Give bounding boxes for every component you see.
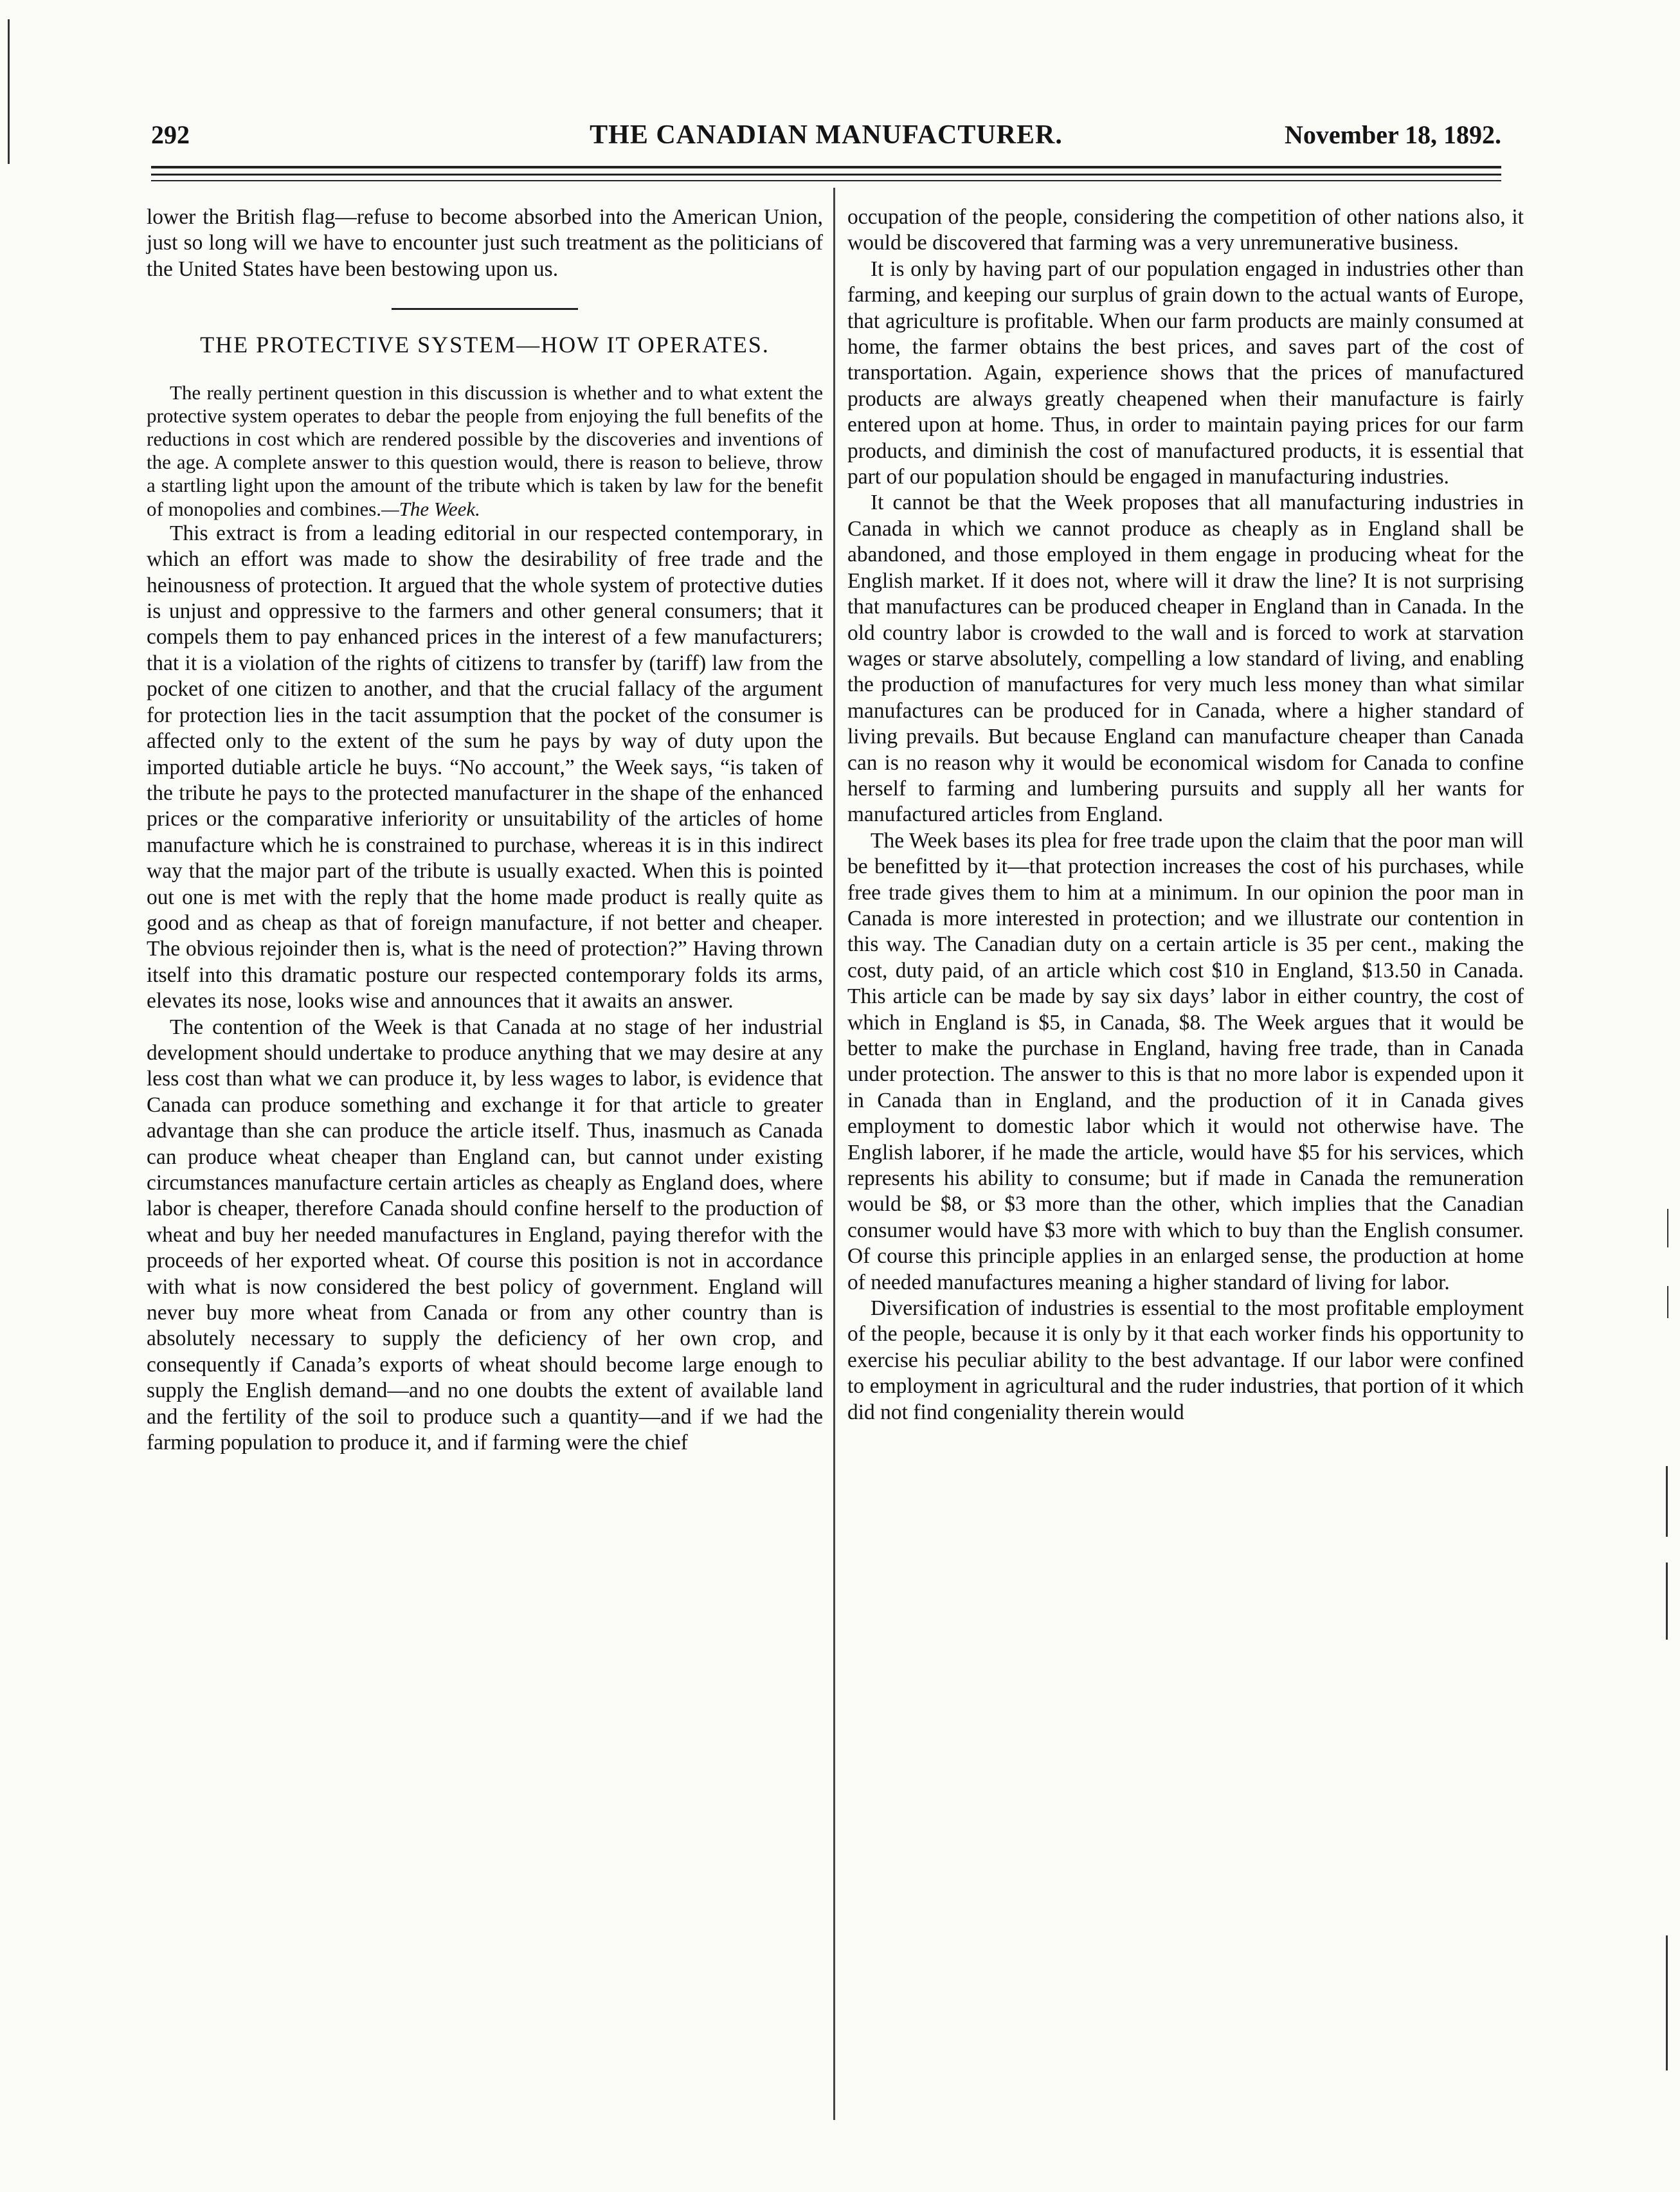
quote-text: The really pertinent question in this discussion is whether and to what extent the protective system operates to debar the people from enjoying the full benefits of the reductions in cost which are rendered possible by the discoveries and inventions of the age. A complete answer to this question would, there is reason to believe, throw a startling light upon the amount of the tribute which is taken by law for the benefit of monopolies and combines.: [147, 381, 823, 520]
article-paragraph: The Week bases its plea for free trade upon the claim that the poor man will be benefitted by it—that protection increases the cost of his purchases, while free trade gives them to him at a minimum. In our opinion the poor man in Canada is more interested in protection; and we illustrate our contention in this way. The Canadian duty on a certain article is 35 per cent., making the cost, duty paid, of an article which cost $10 in England, $13.50 in Canada. This article can be made by say six days’ labor in either country, the cost of which in England is $5, in Canada, $8. The Week argues that it would be better to make the purchase in England, having free trade, than in Canada under protection. The answer to this is that no more labor is expended upon it in Canada than in England, and the production of it in Canada gives employment to domestic labor which it would not otherwise have. The English laborer, if he made the article, would have $5 for his services, which represents his ability to consume; but if made in Canada the remuneration would be $8, or $3 more than the other, which implies that the Canadian consumer would have $3 more with which to buy than the English consumer. Of course this principle applies in an enlarged sense, the production at home of needed manufactures meaning a higher standard of living for labor.: [847, 828, 1524, 1294]
right-column: [847, 204, 1524, 1426]
scan-mark: [1666, 1935, 1668, 2070]
section-divider: [392, 308, 578, 310]
article-paragraph: It cannot be that the Week proposes that all manufacturing industries in Canada in which we cannot produce as cheaply as in England shall be abandoned, and those employed in them engage in producing wheat for the English market. If it does not, where will it draw the line? It is not surprising that manufactures can be produced cheaper in England than in Canada. In the old country labor is crowded to the wall and is forced to work at starvation wages or starve absolutely, compelling a low standard of living, and enabling the production of manufactures for very much less money than what similar manufactures can be produced for in Canada, where a higher standard of living prevails. But because England can manufacture cheaper than Canada can is no reason why it would be economical wisdom for Canada to confine herself to farming and lumbering pursuits and supply all her wants for manufactured articles from England.: [847, 491, 1524, 827]
article-paragraph: The contention of the Week is that Canada at no stage of her industrial development should undertake to produce anything that we may desire at any less cost than what we can produce it, by less wages to labor, is evidence that Canada can produce something and exchange it for that article to greater advantage than she can produce the article itself. Thus, inasmuch as Canada can produce wheat cheaper than England can, but cannot under existing circumstances manufacture certain articles as cheaply as England does, where labor is cheaper, therefore Canada should confine herself to the production of wheat and buy her needed manufactures in England, paying therefor with the proceeds of her exported wheat. Of course this position is not in accordance with what is now considered the best policy of government. England will never buy more wheat from Canada or from any other country than is absolutely necessary to supply the deficiency of her own crop, and consequently if Canada’s exports of wheat should become large enough to supply the English demand—and no one doubts the extent of available land and the fertility of the soil to produce such a quantity—and if we had the farming population to produce it, and if farming were the chief: [147, 1015, 823, 1455]
header-rule-top: [151, 166, 1501, 168]
article-paragraph: This extract is from a leading editorial in our respected contemporary, in which an effort was made to show the desirability of free trade and the heinousness of protection. It argued that the whole system of protective duties is unjust and oppressive to the farmers and other general consumers; that it compels them to pay enhanced prices in the interest of a few manufacturers; that it is a violation of the rights of citizens to transfer by (tariff) law from the pocket of one citizen to another, and that the crucial fallacy of the argument for protection lies in the tacit assumption that the pocket of the consumer is affected only to the extent of the sum he pays by way of duty upon the imported dutiable article he buys. “No account,” the Week says, “is taken of the tribute he pays to the protected manufacturer in the shape of the enhanced prices or the comparative inferiority or unsuitability of the articles of home manufacture which he is constrained to purchase, whereas it is in this indirect way that the major part of the tribute is usually exacted. When this is pointed out one is met with the reply that the home made product is really quite as good and as cheap as that of foreign manufacture, if not better and cheaper. The obvious rejoinder then is, what is the need of protection?” Having thrown itself into this dramatic posture our respected contemporary folds its arms, elevates its nose, looks wise and announces that it awaits an answer.: [147, 521, 823, 1013]
left-column: [147, 204, 823, 1456]
header-rule-middle: [151, 174, 1501, 176]
page-number: 292: [151, 120, 190, 149]
article-paragraph: It is only by having part of our population engaged in industries other than farming, and keeping our surplus of grain down to the actual wants of Europe, that agriculture is profitable. When our farm products are mainly consumed at home, the farmer obtains the best prices, and saves part of the cost of transportation. Again, experience shows that the prices of manufactured products are always greatly cheapened when their manufacture is fairly entered upon at home. Thus, in order to maintain paying prices for our farm products, and diminish the cost of manufactured products, it is essential that part of our population should be engaged in manufacturing industries.: [847, 257, 1524, 489]
continued-paragraph: occupation of the people, considering the competition of other nations also, it would be discovered that farming was a very unremunerative business.: [847, 205, 1524, 255]
editorial-quote: [147, 381, 823, 521]
article-paragraph: Diversification of industries is essential to the most profitable employment of the people, because it is only by it that each worker finds his opportunity to exercise his peculiar ability to the best advantage. If our labor were confined to employment in agricultural and the ruder industries, that portion of it which did not find congeniality therein would: [847, 1296, 1524, 1424]
continued-paragraph: lower the British flag—refuse to become absorbed into the American Union, just so long will we have to encounter just such treatment as the politicians of the United States have been bestowing upon us.: [147, 205, 823, 281]
scan-mark: [1666, 1466, 1668, 1537]
scan-edge-mark: [8, 19, 10, 164]
publication-title: THE CANADIAN MANUFACTURER.: [590, 120, 1063, 150]
scan-mark: [1667, 1286, 1668, 1318]
issue-date: November 18, 1892.: [1285, 120, 1501, 149]
header-rule-bottom: [151, 180, 1501, 181]
column-divider: [833, 188, 835, 2120]
page-header: [151, 120, 1501, 158]
quote-credit: —The Week.: [381, 497, 480, 520]
scan-mark: [1667, 1209, 1668, 1247]
scan-mark: [1666, 1562, 1668, 1640]
section-heading: THE PROTECTIVE SYSTEM—HOW IT OPERATES.: [200, 332, 770, 358]
scan-margin-marks: [1654, 0, 1680, 2192]
